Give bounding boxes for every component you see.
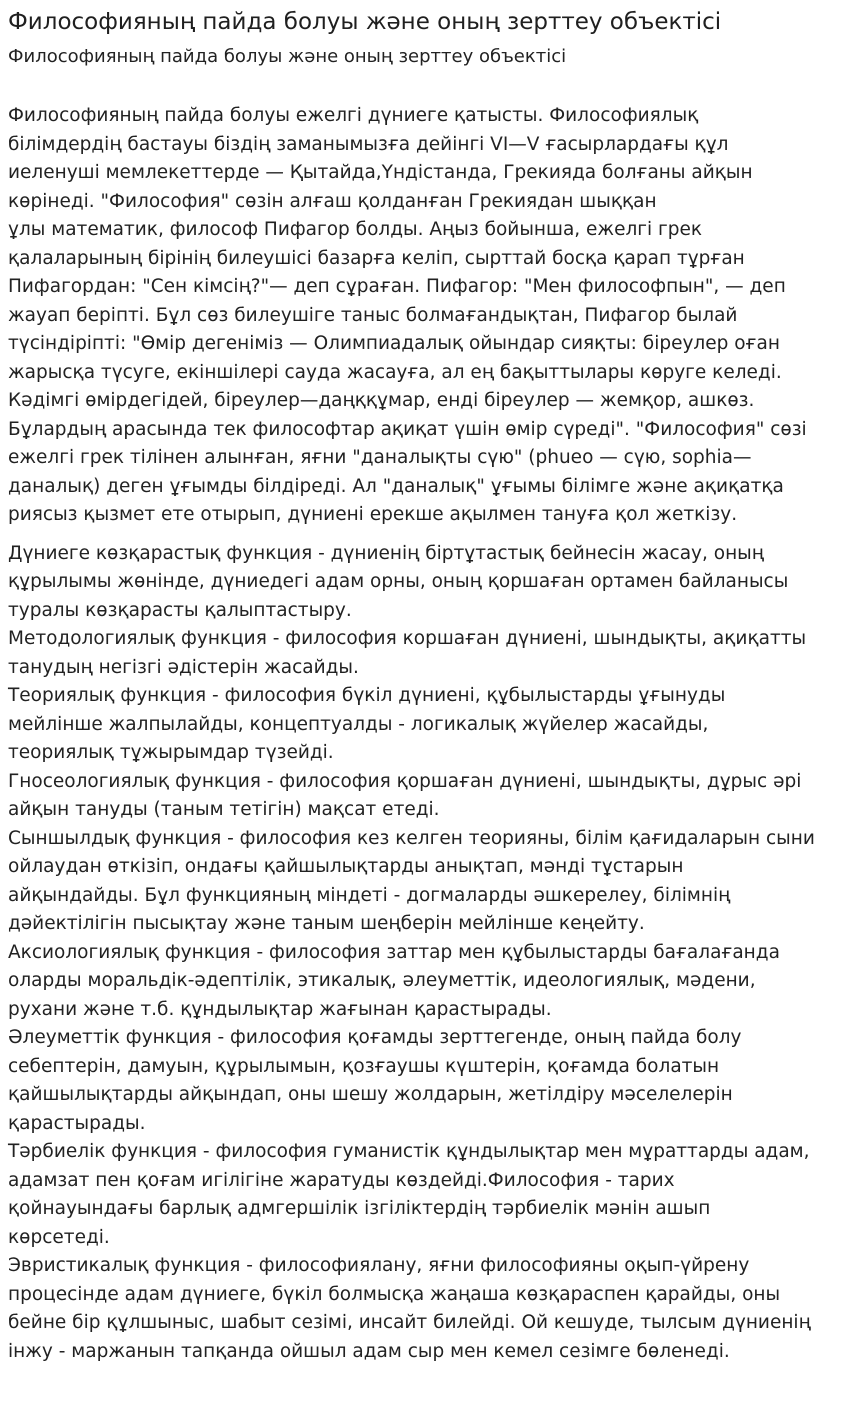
article-body (8, 102, 839, 1366)
function-line: Тәрбиелік функция - философия гуманистік құндылықтар мен мұраттарды адам, (8, 1141, 810, 1162)
function-methodological (8, 625, 839, 682)
function-heuristic (8, 1252, 839, 1366)
function-line: танудың негізгі әдістерін жасайды. (8, 656, 359, 678)
intro-line: иеленуші мемлекеттерде — Қытайда,Үндістанда, Грекияда болғаны айқын (8, 162, 753, 183)
page-title: Философияның пайда болуы және оның зерттеу объектісі (8, 9, 722, 35)
function-line: себептерін, дамуын, құрылымын, қозғаушы күштерін, қоғамда болатын (8, 1055, 720, 1077)
intro-line: түсіндіріпті: "Өмір дегеніміз — Олимпиадалық ойындар сияқты: біреулер оған (8, 333, 780, 354)
function-line: айқын тануды (таным тетігін) мақсат етеді. (8, 799, 440, 820)
function-worldview (8, 540, 839, 626)
function-educational (8, 1138, 839, 1252)
function-line: Теориялық функция - философия бүкіл дүниені, құбылыстарды ұғынуды (8, 685, 726, 706)
function-line: Гносеологиялық функция - философия қоршаған дүниені, шындықты, дұрыс әрі (8, 770, 802, 792)
function-line: қайшылықтарды айқындап, оны шешу жолдарын, жетілдіру мәселелерін (8, 1084, 733, 1105)
function-line: теориялық тұжырымдар түзейді. (8, 742, 334, 763)
function-critical (8, 825, 839, 939)
function-line: бейне бір құлшыныс, шабыт сезімі, инсайт билейді. Ой кешуде, тылсым дүниенің (8, 1312, 811, 1333)
intro-line: риясыз қызмет ете отырып, дүниені ерекше ақылмен тануға қол жеткізу. (8, 504, 738, 525)
function-line: қарастырады. (8, 1112, 146, 1134)
intro-line: Кәдімгі өмірдегідей, біреулер—даңққұмар, енді біреулер — жемқор, ашкөз. (8, 390, 755, 411)
intro-line: көрінеді. "Философия" сөзін алғаш қолданған Грекиядан шыққан (8, 190, 657, 212)
function-line: адамзат пен қоғам игілігіне жаратуды көздейді.Философия - тарих (8, 1169, 675, 1191)
intro-line: қалаларының бірінің билеушісі базарға келіп, сырттай босқа қарап тұрған (8, 247, 745, 269)
function-line: құрылымы жөнінде, дүниедегі адам орны, оның қоршаған ортамен байланысы (8, 571, 789, 592)
function-line: дәйектілігін пысықтау және таным шеңберін мейлінше кеңейту. (8, 913, 645, 934)
function-line: көрсетеді. (8, 1226, 110, 1248)
function-social (8, 1024, 839, 1138)
function-line: інжу - маржанын тапқанда ойшыл адам сыр мен кемел сезімге бөленеді. (8, 1340, 730, 1362)
function-line: Методологиялық функция - философия коршаған дүниені, шындықты, ақиқатты (8, 628, 807, 649)
function-line: Дүниеге көзқарастық функция - дүниенің біртұтастық бейнесін жасау, оның (8, 542, 764, 564)
function-line: Эвристикалық функция - философиялану, яғни философияны оқып-үйрену (8, 1255, 750, 1276)
function-axiological (8, 939, 839, 1025)
function-line: ойлаудан өткізіп, ондағы қайшылықтарды анықтап, мәнді тұстарын (8, 856, 684, 877)
intro-paragraph (8, 102, 839, 530)
function-line: оларды моральдік-әдептілік, этикалық, әлеуметтік, идеологиялық, мәдени, (8, 970, 756, 991)
intro-line: ұлы математик, философ Пифагор болды. Аңыз бойынша, ежелгі грек (8, 219, 703, 240)
function-line: мейлінше жалпылайды, концептуалды - логикалық жүйелер жасайды, (8, 713, 709, 735)
intro-line: Бұлардың арасында тек философтар ақиқат үшін өмір сүреді". "Философия" сөзі (8, 418, 807, 440)
function-line: Сыншылдық функция - философия кез келген теорияны, білім қағидаларын сыни (8, 827, 815, 849)
function-line: туралы көзқарасты қалыптастыру. (8, 599, 352, 621)
intro-line: білімдердің бастауы біздің заманымызға дейінгі VI—V ғасырлардағы құл (8, 133, 729, 155)
intro-line: ежелгі грек тілінен алынған, яғни "даналықты сүю" (phueo — сүю, sophia— (8, 447, 752, 468)
function-line: процесінде адам дүниеге, бүкіл болмысқа жаңаша көзқараспен қарайды, оны (8, 1283, 781, 1305)
function-line: айқындайды. Бұл функцияның міндеті - догмаларды әшкерелеу, білімнің (8, 884, 731, 906)
function-line: Әлеуметтік функция - философия қоғамды зерттегенде, оның пайда болу (8, 1027, 742, 1048)
intro-line: Пифагордан: "Сен кімсің?"— деп сұраған. Пифагор: "Мен философпын", — деп (8, 276, 786, 297)
function-line: Аксиологиялық функция - философия заттар мен құбылыстарды бағалағанда (8, 941, 780, 963)
intro-line: даналық) деген ұғымды білдіреді. Ал "даналық" ұғымы білімге және ақиқатқа (8, 475, 784, 497)
function-theoretical (8, 682, 839, 768)
function-line: қойнауындағы барлық адмгершілік ізгіліктердің тәрбиелік мәнін ашып (8, 1198, 711, 1219)
function-gnoseological (8, 768, 839, 825)
intro-line: Философияның пайда болуы ежелгі дүниеге қатысты. Философиялық (8, 105, 699, 126)
function-line: рухани және т.б. құндылықтар жағынан қарастырады. (8, 998, 552, 1020)
intro-line: жарысқа түсуге, екіншілері сауда жасауға, ал ең бақыттылары көруге келеді. (8, 361, 782, 383)
intro-line: жауап беріпті. Бұл сөз билеушіге таныс болмағандықтан, Пифагор былай (8, 304, 738, 326)
page-subtitle: Философияның пайда болуы және оның зерттеу объектісі (8, 46, 567, 67)
